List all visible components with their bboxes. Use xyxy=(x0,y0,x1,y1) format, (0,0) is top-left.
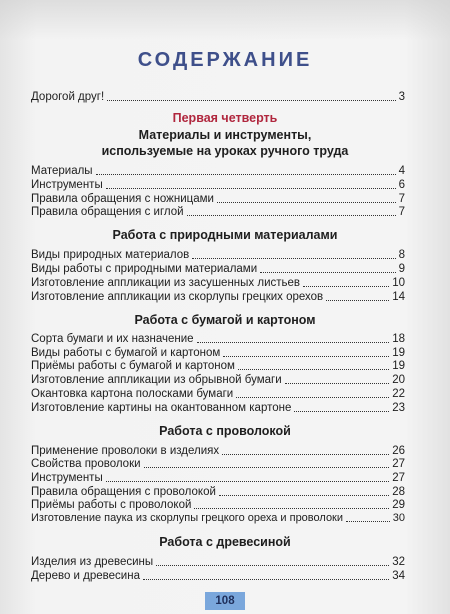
toc-entry-page: 28 xyxy=(392,486,405,498)
dot-leader xyxy=(223,356,389,357)
toc-entry-label: Изготовление картины на окантованном картоне xyxy=(31,402,292,414)
dot-leader xyxy=(107,100,395,101)
toc-entry[interactable] xyxy=(31,444,405,458)
toc-entry[interactable] xyxy=(31,457,405,471)
toc-entry-label: Правила обращения с иглой xyxy=(31,206,184,218)
toc-entry-page: 27 xyxy=(392,458,405,470)
toc-entry-page: 32 xyxy=(392,556,405,568)
toc-entry-page: 30 xyxy=(392,512,405,524)
toc-entry-page: 27 xyxy=(392,472,405,484)
toc-entry[interactable] xyxy=(31,164,405,178)
toc-entry-page: 8 xyxy=(398,249,405,261)
toc-entry[interactable] xyxy=(31,471,405,485)
toc-entry-label: Приёмы работы с бумагой и картоном xyxy=(31,360,235,372)
toc-entry-page: 18 xyxy=(392,333,405,345)
toc-entry[interactable] xyxy=(31,248,405,262)
toc-entry[interactable] xyxy=(31,359,405,373)
dot-leader xyxy=(156,565,389,566)
page-title: СОДЕРЖАНИЕ xyxy=(137,49,313,71)
toc-entry[interactable] xyxy=(31,290,405,304)
toc-entry-page: 7 xyxy=(398,206,405,218)
toc-entry[interactable] xyxy=(31,373,405,387)
toc-entry[interactable] xyxy=(31,178,405,192)
dot-leader xyxy=(236,397,389,398)
section-title: Работа с проволокой xyxy=(159,424,291,438)
toc-entry-label: Свойства проволоки xyxy=(31,458,141,470)
toc-entry-label: Материалы xyxy=(31,165,93,177)
dot-leader xyxy=(192,258,395,259)
section-title-line-2: используемые на уроках ручного труда xyxy=(101,144,349,158)
dot-leader xyxy=(197,342,390,343)
toc-entry[interactable] xyxy=(31,569,405,583)
toc-entry-label: Виды природных материалов xyxy=(31,249,190,261)
toc-entry-page: 9 xyxy=(398,263,405,275)
toc-entry[interactable] xyxy=(31,332,405,346)
toc-entry-page: 22 xyxy=(392,388,405,400)
toc-entry-label: Изготовление паука из скорлупы грецкого ореха и проволоки xyxy=(31,512,344,524)
dot-leader xyxy=(222,454,389,455)
page-shadow xyxy=(0,0,450,40)
toc-entry-label: Изготовление аппликации из засушенных листьев xyxy=(31,277,301,289)
toc-entry-label: Дерево и древесина xyxy=(31,570,140,582)
toc-entry[interactable] xyxy=(31,276,405,290)
toc-entry-label: Окантовка картона полосками бумаги xyxy=(31,388,234,400)
toc-entry-label: Изделия из древесины xyxy=(31,556,154,568)
toc-entry-label: Правила обращения с проволокой xyxy=(31,486,216,498)
toc-entry[interactable] xyxy=(31,205,405,219)
toc-entry-label: Инструменты xyxy=(31,472,103,484)
dot-leader xyxy=(217,202,396,203)
toc-entry-page: 10 xyxy=(392,277,405,289)
toc-entry-page: 4 xyxy=(398,165,405,177)
toc-entry[interactable] xyxy=(31,401,405,415)
toc-entry-label: Изготовление аппликации из скорлупы грецких орехов xyxy=(31,291,324,303)
toc-entry[interactable] xyxy=(31,498,405,512)
toc-entry[interactable] xyxy=(31,485,405,499)
toc-entry[interactable] xyxy=(31,387,405,401)
dot-leader xyxy=(96,174,396,175)
toc-entry-label: Приёмы работы с проволокой xyxy=(31,499,192,511)
toc-entry-label: Дорогой друг! xyxy=(31,91,105,103)
dot-leader xyxy=(194,508,389,509)
toc-entry-page: 34 xyxy=(392,570,405,582)
dot-leader xyxy=(285,383,390,384)
dot-leader xyxy=(106,481,389,482)
toc-entry-page: 7 xyxy=(398,193,405,205)
toc-entry-intro[interactable] xyxy=(31,90,405,104)
quarter-heading: Первая четверть xyxy=(172,111,278,125)
toc-entry[interactable] xyxy=(31,555,405,569)
toc-entry[interactable] xyxy=(31,192,405,206)
dot-leader xyxy=(238,369,389,370)
toc-entry-page: 6 xyxy=(398,179,405,191)
toc-entry-page: 19 xyxy=(392,360,405,372)
toc-entry-label: Виды работы с природными материалами xyxy=(31,263,258,275)
toc-entry-label: Правила обращения с ножницами xyxy=(31,193,214,205)
toc-entry-label: Сорта бумаги и их назначение xyxy=(31,333,194,345)
dot-leader xyxy=(143,579,389,580)
toc-entry-label: Изготовление аппликации из обрывной бумаги xyxy=(31,374,282,386)
section-title: Работа с древесиной xyxy=(159,535,291,549)
section-title: Работа с природными материалами xyxy=(112,228,338,242)
dot-leader xyxy=(326,300,389,301)
section-title: Работа с бумагой и картоном xyxy=(134,313,316,327)
toc-entry-label: Применение проволоки в изделиях xyxy=(31,445,220,457)
section-title: Материалы и инструменты, xyxy=(138,128,312,142)
dot-leader xyxy=(106,188,396,189)
toc-entry-page: 29 xyxy=(392,499,405,511)
toc-entry[interactable] xyxy=(31,346,405,360)
toc-entry-page: 19 xyxy=(392,347,405,359)
toc-entry-page: 14 xyxy=(392,291,405,303)
page-number-badge: 108 xyxy=(205,592,245,610)
toc-entry-label: Инструменты xyxy=(31,179,103,191)
toc-entry[interactable] xyxy=(31,262,405,276)
dot-leader xyxy=(346,521,390,522)
toc-entry-page: 3 xyxy=(398,91,405,103)
dot-leader xyxy=(303,286,389,287)
dot-leader xyxy=(144,467,390,468)
dot-leader xyxy=(260,272,395,273)
toc-entry-label: Виды работы с бумагой и картоном xyxy=(31,347,221,359)
toc-entry[interactable] xyxy=(31,511,405,525)
toc-entry-page: 23 xyxy=(392,402,405,414)
dot-leader xyxy=(219,495,389,496)
dot-leader xyxy=(187,215,396,216)
toc-entry-page: 20 xyxy=(392,374,405,386)
dot-leader xyxy=(294,411,389,412)
toc-entry-page: 26 xyxy=(392,445,405,457)
